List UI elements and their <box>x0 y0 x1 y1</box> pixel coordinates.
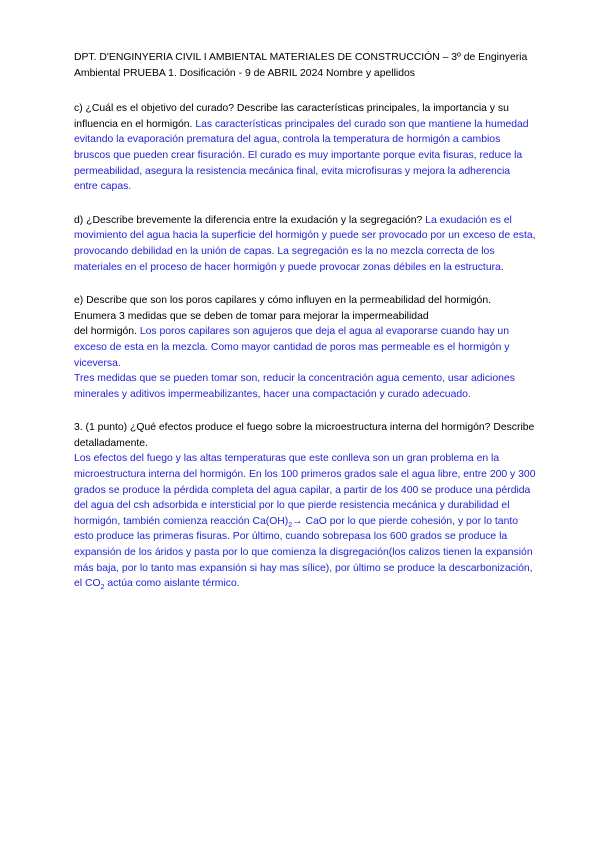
section-3-subscript-b: 2 <box>100 584 105 592</box>
document-header <box>74 50 536 81</box>
section-3-answer <box>74 453 536 592</box>
section-e-question-line1: e) Describe que son los poros capilares y cómo influyen en la permeabilidad del hormigón. Enumera 3 medidas que se deben de tomar para mejorar la impermeabilidad <box>74 295 492 322</box>
section-3-answer-mid: → CaO por lo que pierde cohesión, y por lo tanto esto produce las primeras fisuras. Por último, cuando sobrepasa los 600 grados se produce la expansión de los áridos y pasta por lo que comienza la disgregación(los calizos tienen la expansión más baja, por lo tanto mas expansión si hay mas sílice), por último se produce la descarbonización, el CO <box>74 515 533 590</box>
section-e-answer-part2: Tres medidas que se pueden tomar son, reducir la concentración agua cemento, usar adiciones minerales y aditivos impermeabilizantes, hacer una compactación y curado adecuado. <box>74 373 515 400</box>
section-d-answer: La exudación es el movimiento del agua hacia la superficie del hormigón y puede ser provocado por un exceso de esta, provocando debilidad en la unión de capas. La segregación es la no mezcla correcta de los materiales en el proceso de hacer hormigón y puede provocar zonas débiles en la estructura. <box>74 214 536 273</box>
section-c-answer: Las características principales del curado son que mantiene la humedad evitando la evaporación prematura del agua, controla la temperatura de hormigón a cambios bruscos que pueden crear fisuración. El curado es muy importante porque evita fisuras, reduce la permeabilidad, asegura la resistencia mecánica final, evita microfisuras y mejora la adherencia entre capas. <box>74 118 529 193</box>
section-d-question: d) ¿Describe brevemente la diferencia entre la exudación y la segregación? <box>74 214 423 226</box>
section-d <box>74 213 536 275</box>
document-page <box>74 50 536 610</box>
section-e-answer-part1: Los poros capilares son agujeros que deja el agua al evaporarse cuando hay un exceso de esta en la mezcla. Como mayor cantidad de poros mas permeable es el hormigón y viceversa. <box>74 326 510 369</box>
section-c-question: c) ¿Cuál es el objetivo del curado? Describe las características principales, la importancia y su influencia en el hormigón. <box>74 103 509 130</box>
section-e <box>74 293 536 402</box>
section-3-subscript-a: 2 <box>288 521 293 529</box>
header-text: DPT. D'ENGINYERIA CIVIL I AMBIENTAL MATERIALES DE CONSTRUCCIÓN – 3º de Enginyeria Ambiental PRUEBA 1. Dosificación - 9 de ABRIL 2024 Nombre y apellidos <box>74 52 528 79</box>
section-c <box>74 101 536 195</box>
section-e-question-line2: del hormigón. <box>74 326 137 338</box>
section-3-question: 3. (1 punto) ¿Qué efectos produce el fuego sobre la microestructura interna del hormigón? Describe detalladamente. <box>74 422 535 449</box>
section-3-answer-pre: Los efectos del fuego y las altas temperaturas que este conlleva son un gran problema en la microestructura interna del hormigón. En los 100 primeros grados sale el agua libre, entre 200 y 300 grados se produce la pérdida completa del agua capilar, a partir de los 400 se produce una pérdida del agua del csh adsorbida e intersticial por lo que pierde resistencia mecánica y durabilidad el hormigón, también comienza reacción Ca(OH) <box>74 453 536 527</box>
section-3-answer-post: actúa como aislante térmico. <box>104 578 240 590</box>
section-3 <box>74 420 536 592</box>
